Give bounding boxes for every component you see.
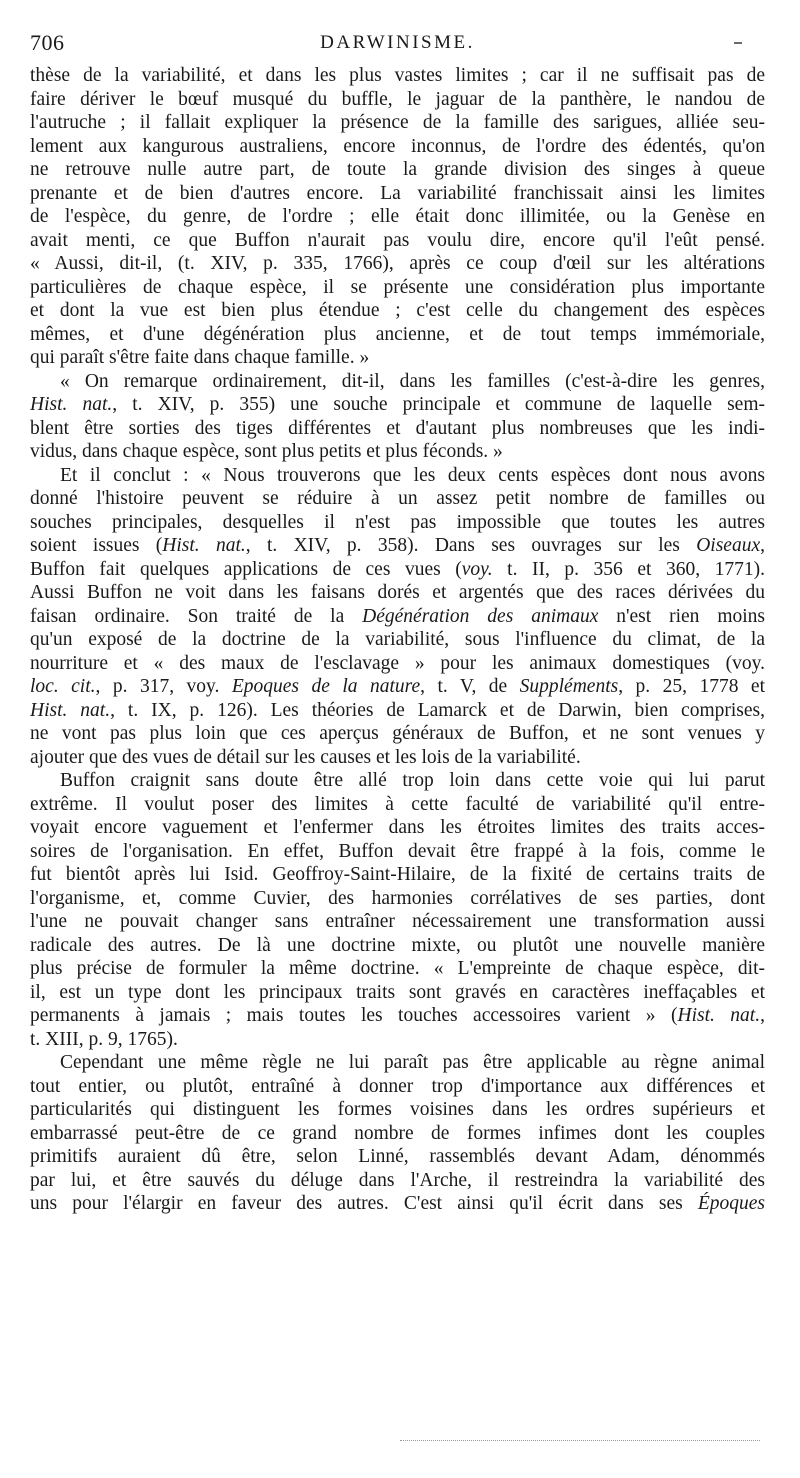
text-segment: uns pour l'élargir en faveur des autres. C'est ainsi qu'il écrit dans ses	[30, 1193, 698, 1214]
text-line	[30, 1192, 765, 1216]
italic-citation: Epoques de la nature	[231, 676, 421, 697]
text-line: Et il conclut : « Nous trouverons que les deux cents espèces dont nous avons	[60, 464, 765, 486]
text-line	[30, 675, 765, 699]
text-line: donné l'histoire peuvent se réduire à un assez petit nombre de familles ou	[30, 488, 765, 509]
text-line: voyait encore vaguement et l'enfermer dans les étroites limites des traits acces-	[30, 817, 765, 838]
text-line: t. XIII, p. 9, 1765).	[30, 1028, 178, 1050]
text-line: embarrassé peut-être de ce grand nombre de formes infimes dont les couples	[30, 1122, 765, 1144]
text-line: fut bientôt après lui Isid. Geoffroy-Saint-Hilaire, de la fixité de certains traits de	[30, 864, 765, 885]
text-line	[30, 1004, 765, 1028]
text-line	[30, 558, 765, 582]
text-line: avait menti, ce que Buffon n'aurait pas voulu dire, encore qu'il l'eût pensé.	[30, 229, 765, 251]
text-segment: soient issues (	[30, 535, 163, 556]
italic-citation: voy.	[461, 558, 493, 580]
italic-citation: loc. cit.	[30, 676, 96, 697]
text-line: Buffon craignit sans doute être allé trop loin dans cette voie qui lui parut	[60, 770, 765, 791]
italic-citation: Hist. nat.	[30, 394, 113, 415]
text-line	[30, 699, 765, 723]
text-line: l'autruche ; il fallait expliquer la présence de la famille des sarigues, alliée seu-	[30, 112, 765, 133]
text-segment: t. II, p. 356 et 360, 1771).	[492, 558, 765, 580]
running-head: DARWINISME.	[320, 32, 475, 53]
text-segment: permanents à jamais ; mais toutes les touches accessoires varient » (	[30, 1005, 678, 1026]
italic-citation: Dégénération des animaux	[362, 605, 599, 627]
italic-citation: Hist. nat.	[162, 535, 246, 556]
text-segment: ,	[760, 535, 765, 556]
italic-citation: Époques	[697, 1193, 765, 1214]
text-segment: n'est rien moins	[598, 605, 765, 627]
text-line: soires de l'organisation. En effet, Buffon devait être frappé à la fois, comme le	[30, 840, 765, 862]
italic-citation: Oiseaux	[696, 535, 761, 556]
italic-citation: Hist. nat.	[677, 1005, 761, 1026]
text-segment: ,	[760, 1005, 765, 1026]
text-line	[30, 393, 765, 417]
text-line: lement aux kangurous australiens, encore inconnus, de l'ordre des édentés, qu'on	[30, 135, 765, 157]
text-line: faire dériver le bœuf musqué du buffle, le jaguar de la panthère, le nandou de	[30, 88, 765, 110]
italic-citation: Hist. nat.	[30, 699, 111, 721]
text-segment: , t. V, de	[420, 676, 520, 697]
text-line: plus précise de formuler la même doctrine. « L'empreinte de chaque espèce, dit-	[30, 958, 765, 979]
print-speck	[734, 42, 742, 44]
text-segment: , t. XIV, p. 355) une souche principale et commune de laquelle sem-	[112, 394, 765, 415]
text-line: « On remarque ordinairement, dit-il, dans les familles (c'est-à-dire les genres,	[60, 370, 765, 392]
text-line: il, est un type dont les principaux traits sont gravés en caractères ineffaçables et	[30, 981, 765, 1003]
body-text	[30, 64, 765, 1216]
text-line: par lui, et être sauvés du déluge dans l'Arche, il restreindra la variabilité des	[30, 1169, 765, 1191]
text-segment: , p. 25, 1778 et	[618, 676, 765, 697]
text-line: thèse de la variabilité, et dans les plus vastes limites ; car il ne suffisait pas de	[30, 65, 765, 86]
text-line: prenante et de bien d'autres encore. La variabilité franchissait ainsi les limites	[30, 182, 765, 204]
text-line: ajouter que des vues de détail sur les causes et les lois de la variabilité.	[30, 746, 581, 768]
text-line: l'une ne pouvait changer sans entraîner nécessairement une transformation aussi	[30, 911, 765, 932]
text-segment: faisan ordinaire. Son traité de la	[30, 605, 363, 627]
text-line: blent être sorties des tiges différentes et d'autant plus nombreuses que les indi-	[30, 417, 765, 439]
text-line: l'organisme, et, comme Cuvier, des harmonies corrélatives de ses parties, dont	[30, 887, 765, 909]
text-line: qu'un exposé de la doctrine de la variabilité, sous l'influence du climat, de la	[30, 629, 765, 650]
text-line: particulières de chaque espèce, il se présente une considération plus importante	[30, 276, 765, 298]
italic-citation: Suppléments	[519, 676, 619, 697]
text-line	[30, 605, 765, 629]
text-line: de l'espèce, du genre, de l'ordre ; elle était donc illimitée, ou la Genèse en	[30, 206, 765, 227]
text-line: Aussi Buffon ne voit dans les faisans dorés et argentés que des races dérivées du	[30, 582, 765, 603]
text-line: ne vont pas plus loin que ces aperçus généraux de Buffon, et ne sont venues y	[30, 723, 765, 744]
text-line: tout entier, ou plutôt, entraîné à donner trop d'importance aux différences et	[30, 1075, 765, 1097]
text-line: primitifs auraient dû être, selon Linné, rassemblés devant Adam, dénommés	[30, 1146, 765, 1167]
text-line: mêmes, et d'une dégénération plus ancienne, et de tout temps immémoriale,	[30, 323, 765, 345]
text-line: souches principales, desquelles il n'est pas impossible que toutes les autres	[30, 511, 765, 533]
text-line: extrême. Il voulut poser des limites à cette faculté de variabilité qu'il entre-	[30, 793, 765, 815]
bottom-bleed-rule	[400, 1440, 760, 1441]
text-line: vidus, dans chaque espèce, sont plus petits et plus féconds. »	[30, 441, 503, 462]
text-line: et dont la vue est bien plus étendue ; c'est celle du changement des espèces	[30, 300, 765, 321]
text-segment: , p. 317, voy.	[95, 676, 232, 697]
text-line: qui paraît s'être faite dans chaque famille. »	[30, 347, 370, 368]
text-line	[30, 534, 765, 558]
text-segment: Buffon fait quelques applications de ces vues (	[30, 558, 462, 580]
text-line: Cependant une même règle ne lui paraît pas être applicable au règne animal	[60, 1052, 765, 1073]
text-line: « Aussi, dit-il, (t. XIV, p. 335, 1766), après ce coup d'œil sur les altérations	[30, 253, 765, 274]
text-line: particularités qui distinguent les formes voisines dans les ordres supérieurs et	[30, 1099, 765, 1120]
text-segment: , t. IX, p. 126). Les théories de Lamarck et de Darwin, bien comprises,	[110, 699, 765, 721]
text-line: radicale des autres. De là une doctrine mixte, ou plutôt une nouvelle manière	[30, 934, 765, 956]
page-header	[30, 30, 765, 60]
text-line: ne retrouve nulle autre part, de toute la grande division des singes à queue	[30, 159, 765, 180]
page-number: 706	[30, 30, 65, 55]
text-line: nourriture et « des maux de l'esclavage » pour les animaux domestiques (voy.	[30, 652, 765, 674]
text-segment: , t. XIV, p. 358). Dans ses ouvrages sur les	[245, 535, 697, 556]
